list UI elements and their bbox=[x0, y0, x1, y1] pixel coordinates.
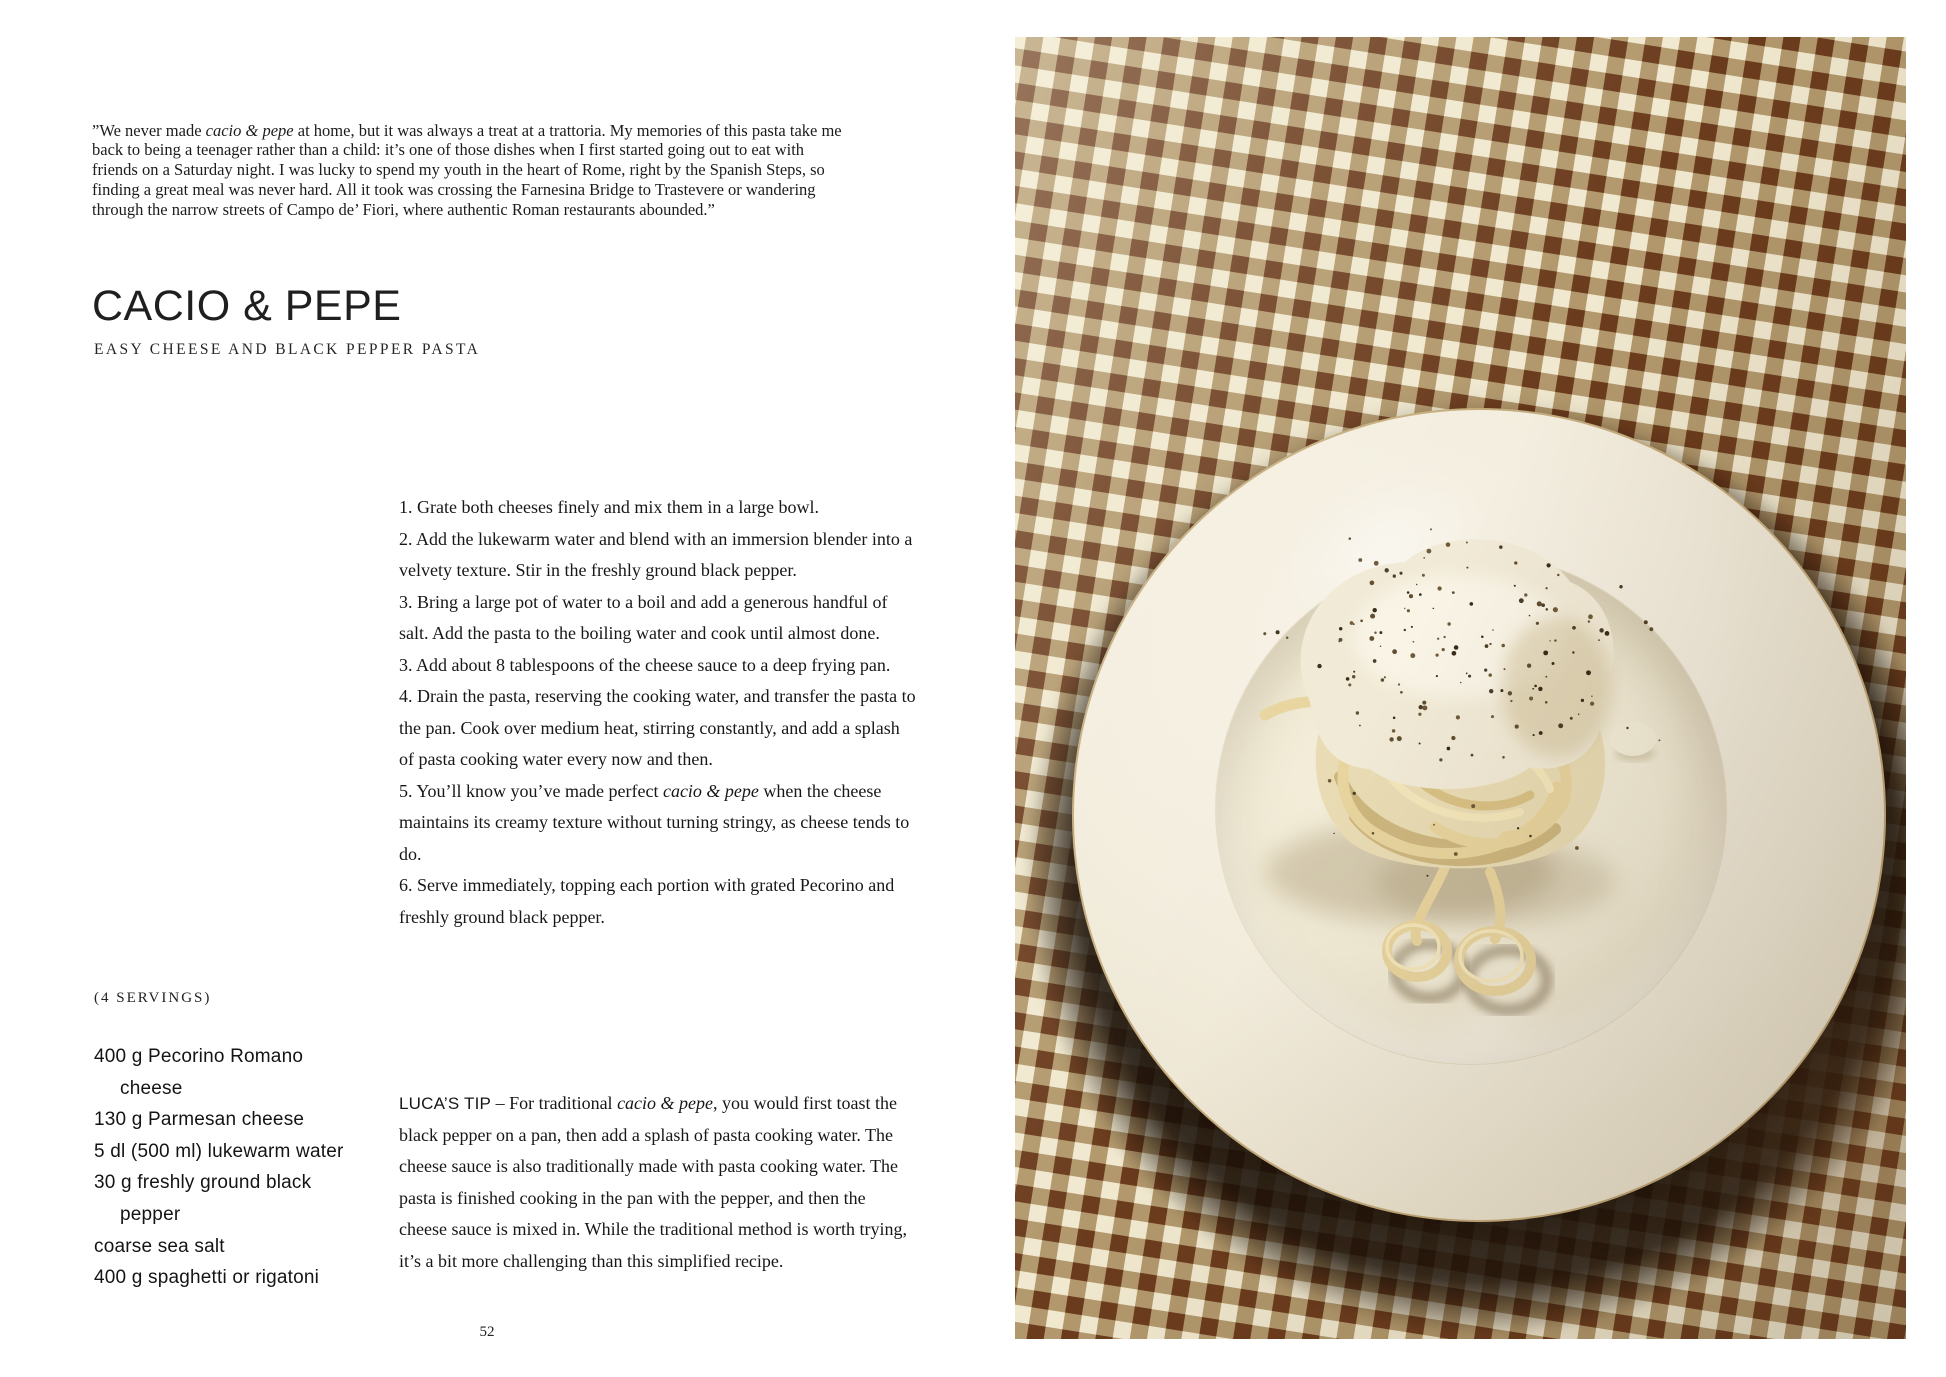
pepper-speck bbox=[1370, 580, 1375, 585]
pepper-speck bbox=[1481, 636, 1484, 639]
pepper-speck bbox=[1400, 691, 1403, 694]
pepper-speck bbox=[1419, 705, 1423, 709]
pepper-speck bbox=[1419, 743, 1421, 745]
pepper-speck bbox=[1392, 649, 1397, 654]
pepper-speck bbox=[1423, 557, 1425, 559]
ingredient-line: coarse sea salt bbox=[94, 1235, 225, 1257]
pepper-speck bbox=[1485, 644, 1489, 648]
pepper-speck bbox=[1649, 627, 1653, 631]
pepper-speck bbox=[1489, 689, 1493, 693]
instruction-step: 1. Grate both cheeses finely and mix them in a large bowl. bbox=[399, 497, 820, 517]
pepper-speck bbox=[1437, 638, 1439, 640]
pepper-speck bbox=[1545, 587, 1547, 589]
pepper-speck bbox=[1599, 628, 1603, 632]
pepper-speck bbox=[1352, 675, 1355, 678]
pepper-speck bbox=[1419, 593, 1422, 596]
pepper-speck bbox=[1451, 736, 1455, 740]
pepper-speck bbox=[1399, 572, 1402, 575]
pepper-speck bbox=[1536, 622, 1539, 625]
pepper-speck bbox=[1360, 619, 1363, 622]
instructions-list bbox=[399, 492, 916, 933]
instruction-step: 3. Add about 8 tablespoons of the cheese sauce to a deep frying pan. bbox=[399, 654, 891, 675]
pepper-speck bbox=[1529, 615, 1531, 617]
pepper-speck bbox=[1572, 651, 1574, 653]
pepper-speck bbox=[1328, 779, 1332, 783]
pepper-speck bbox=[1286, 636, 1288, 638]
tip-text-post: , you would first toast the black pepper on a pan, then add a splash of pasta cooking water. The cheese sauce is also traditionally made with pasta cooking water. The pasta is finished cooking in the pan with the pepper, and then the cheese sauce is mixed in. While the traditional method is worth trying, it’s a bit more challenging than this simplified recipe. bbox=[399, 1093, 908, 1271]
pepper-speck bbox=[1588, 620, 1590, 622]
pepper-speck bbox=[1433, 608, 1435, 610]
pepper-speck bbox=[1372, 608, 1376, 612]
pepper-speck bbox=[1557, 574, 1559, 576]
recipe-photo bbox=[1015, 37, 1906, 1339]
recipe-title: CACIO & PEPE bbox=[92, 282, 402, 330]
pepper-speck bbox=[1572, 626, 1576, 630]
pepper-speck bbox=[1427, 549, 1432, 554]
pepper-speck bbox=[1435, 653, 1438, 656]
pepper-speck bbox=[1358, 558, 1362, 562]
pepper-speck bbox=[1276, 630, 1280, 634]
ingredient-line: cheese bbox=[120, 1077, 183, 1099]
ingredient-line: 130 g Parmesan cheese bbox=[94, 1109, 305, 1131]
pepper-speck bbox=[1590, 702, 1594, 706]
tip-italic-phrase: cacio & pepe bbox=[617, 1093, 714, 1113]
pepper-speck bbox=[1385, 568, 1389, 572]
quote-text-pre: ”We never made bbox=[92, 120, 206, 140]
ingredient-line: 400 g Pecorino Romano bbox=[94, 1046, 304, 1067]
pepper-speck bbox=[1466, 567, 1468, 569]
pepper-speck bbox=[1389, 737, 1393, 741]
pepper-speck bbox=[1436, 675, 1438, 677]
pepper-speck bbox=[1552, 662, 1555, 665]
instruction-step: 3. Bring a large pot of water to a boil and add a generous handful of salt. Add the pasta to the boiling water and cook until almost done. bbox=[399, 591, 888, 643]
pepper-speck bbox=[1529, 697, 1533, 701]
ingredient-line: pepper bbox=[120, 1203, 181, 1225]
pepper-speck bbox=[1392, 729, 1396, 733]
ingredient-line: 30 g freshly ground black bbox=[94, 1172, 312, 1194]
step-text-post: when the cheese maintains its creamy texture without turning stringy, as cheese tends to do. bbox=[399, 780, 910, 864]
pepper-speck bbox=[1581, 699, 1584, 702]
pepper-speck bbox=[1539, 731, 1543, 735]
instruction-step: 4. Drain the pasta, reserving the cooking water, and transfer the pasta to the pan. Cook over medium heat, stirring constantly, and add a splash of pasta cooking water every now and then. bbox=[399, 686, 916, 769]
pepper-speck bbox=[1466, 542, 1468, 544]
pepper-speck bbox=[1619, 585, 1623, 589]
pepper-speck bbox=[1545, 676, 1547, 678]
pepper-speck bbox=[1374, 561, 1379, 566]
pepper-speck bbox=[1433, 824, 1435, 826]
pepper-speck bbox=[1393, 717, 1396, 720]
pepper-speck bbox=[1658, 739, 1660, 741]
pepper-speck bbox=[1558, 723, 1563, 728]
pepper-speck bbox=[1519, 598, 1524, 603]
instruction-step: 2. Add the lukewarm water and blend with an immersion blender into a velvety texture. Stir in the freshly ground black pepper. bbox=[399, 528, 913, 580]
quote-italic-phrase: cacio & pepe bbox=[205, 120, 294, 140]
pepper-speck bbox=[1553, 607, 1558, 612]
pepper-speck bbox=[1398, 683, 1400, 685]
pepper-speck bbox=[1317, 664, 1321, 668]
pepper-speck bbox=[1427, 875, 1429, 877]
pepper-speck bbox=[1339, 627, 1342, 630]
tip-paragraph bbox=[399, 1088, 916, 1277]
pepper-speck bbox=[1515, 725, 1519, 729]
pepper-speck bbox=[1570, 717, 1573, 720]
pepper-speck bbox=[1502, 756, 1505, 759]
pepper-speck bbox=[1541, 603, 1545, 607]
pepper-speck bbox=[1410, 653, 1415, 658]
pepper-speck bbox=[1353, 792, 1356, 795]
pepper-speck bbox=[1372, 832, 1375, 835]
pepper-speck bbox=[1575, 846, 1579, 850]
pepper-speck bbox=[1456, 715, 1460, 719]
pepper-speck bbox=[1370, 614, 1375, 619]
pepper-speck bbox=[1353, 671, 1355, 673]
pepper-speck bbox=[1489, 643, 1491, 645]
pepper-speck bbox=[1452, 651, 1457, 656]
pepper-speck bbox=[1422, 574, 1425, 577]
pepper-speck bbox=[1468, 675, 1471, 678]
pepper-speck bbox=[1379, 631, 1382, 634]
pepper-speck bbox=[1350, 621, 1354, 625]
pepper-speck bbox=[1598, 639, 1600, 641]
pepper-speck bbox=[1586, 670, 1591, 675]
pepper-speck bbox=[1626, 727, 1628, 729]
pepper-speck bbox=[1338, 640, 1340, 642]
pepper-speck bbox=[1533, 734, 1535, 736]
pepper-speck bbox=[1393, 574, 1396, 577]
pepper-speck bbox=[1543, 650, 1548, 655]
pull-quote bbox=[92, 121, 844, 220]
pepper-speck bbox=[1545, 701, 1548, 704]
pepper-speck bbox=[1349, 537, 1352, 540]
pepper-speck bbox=[1469, 602, 1473, 606]
pepper-speck bbox=[1471, 754, 1474, 757]
pepper-speck bbox=[1605, 631, 1610, 636]
pepper-speck bbox=[1534, 685, 1537, 688]
pepper-speck bbox=[1488, 673, 1491, 676]
pepper-speck bbox=[1454, 852, 1458, 856]
step-italic-phrase: cacio & pepe bbox=[662, 780, 759, 801]
pepper-speck bbox=[1499, 545, 1503, 549]
ingredient-line: 5 dl (500 ml) lukewarm water bbox=[94, 1140, 344, 1162]
pepper-speck bbox=[1384, 676, 1386, 678]
pepper-speck bbox=[1447, 622, 1450, 625]
pepper-speck bbox=[1532, 688, 1534, 690]
pepper-speck bbox=[1411, 626, 1413, 628]
quote-text-post: at home, but it was always a treat at a trattoria. My memories of this pasta take me back to being a teenager rather than a child: it’s one of those dishes when I first started going out to eat with friends on a Saturday night. I was lucky to spend my youth in the heart of Rome, right by the Spanish Steps, so finding a great meal was never hard. All it took was crossing the Farnesina Bridge to Trastevere or wandering through the narrow streets of Campo de’ Fiori, where authentic Roman restaurants abounded.” bbox=[92, 120, 842, 219]
pepper-speck bbox=[1416, 584, 1417, 585]
pepper-speck bbox=[1443, 636, 1445, 638]
servings-label: (4 SERVINGS) bbox=[94, 990, 212, 1006]
tip-text-pre: – For traditional bbox=[491, 1093, 618, 1113]
pepper-speck bbox=[1591, 696, 1592, 697]
pepper-speck bbox=[1508, 691, 1512, 695]
pepper-speck bbox=[1359, 725, 1361, 727]
pepper-speck bbox=[1346, 677, 1350, 681]
pepper-speck bbox=[1578, 713, 1579, 714]
pepper-speck bbox=[1492, 629, 1493, 630]
pepper-speck bbox=[1460, 682, 1462, 684]
pepper-speck bbox=[1537, 601, 1542, 606]
pepper-speck bbox=[1517, 827, 1519, 829]
pepper-speck bbox=[1422, 701, 1426, 705]
pepper-speck bbox=[1381, 678, 1385, 682]
pepper-speck bbox=[1644, 620, 1648, 624]
tip-label: LUCA’S TIP bbox=[399, 1094, 492, 1113]
instruction-step bbox=[399, 776, 916, 871]
pepper-speck bbox=[1514, 561, 1517, 564]
pepper-speck bbox=[1471, 804, 1475, 808]
pepper-speck bbox=[1514, 585, 1516, 587]
pepper-speck bbox=[1527, 664, 1531, 668]
instruction-step: 6. Serve immediately, topping each portion with grated Pecorino and freshly ground black pepper. bbox=[399, 875, 895, 927]
pepper-speck bbox=[1407, 609, 1410, 612]
pepper-speck bbox=[1529, 835, 1532, 838]
ingredient-line: 400 g spaghetti or rigatoni bbox=[94, 1267, 320, 1289]
pepper-speck bbox=[1348, 683, 1351, 686]
pepper-speck bbox=[1430, 528, 1432, 530]
ingredients-list bbox=[94, 1041, 394, 1294]
pepper-speck bbox=[1418, 713, 1421, 716]
pepper-speck bbox=[1549, 640, 1550, 641]
pepper-speck bbox=[1546, 608, 1549, 611]
pepper-speck bbox=[1404, 608, 1406, 610]
page-number: 52 bbox=[479, 1324, 495, 1340]
pepper-speck bbox=[1510, 700, 1512, 702]
pepper-speck bbox=[1439, 758, 1442, 761]
pepper-speck bbox=[1373, 659, 1377, 663]
pepper-speck bbox=[1437, 586, 1441, 590]
pepper-speck bbox=[1356, 711, 1359, 714]
pepper-speck bbox=[1422, 705, 1427, 710]
pepper-speck bbox=[1538, 687, 1542, 691]
step-text-pre: 5. You’ll know you’ve made perfect bbox=[399, 780, 663, 801]
pepper-speck bbox=[1466, 673, 1468, 675]
pepper-speck bbox=[1333, 833, 1334, 834]
pepper-speck bbox=[1404, 629, 1406, 631]
pepper-speck bbox=[1504, 668, 1506, 670]
pepper-speck bbox=[1554, 639, 1556, 641]
recipe-subtitle: EASY CHEESE AND BLACK PEPPER PASTA bbox=[94, 341, 481, 358]
pepper-speck bbox=[1397, 736, 1402, 741]
pepper-speck bbox=[1409, 594, 1413, 598]
pepper-speck bbox=[1546, 563, 1550, 567]
pepper-speck bbox=[1380, 646, 1382, 648]
pepper-speck bbox=[1452, 591, 1455, 594]
pepper-speck bbox=[1491, 715, 1494, 718]
pepper-speck bbox=[1588, 614, 1593, 619]
pepper-speck bbox=[1263, 632, 1266, 635]
pepper-speck bbox=[1524, 593, 1527, 596]
pepper-speck bbox=[1484, 669, 1487, 672]
pasta-nest bbox=[1205, 477, 1745, 1057]
pepper-speck bbox=[1447, 747, 1451, 751]
pepper-speck bbox=[1442, 648, 1445, 651]
pepper-speck bbox=[1446, 542, 1451, 547]
pepper-speck bbox=[1454, 645, 1459, 650]
pepper-speck bbox=[1369, 636, 1374, 641]
pepper-speck bbox=[1374, 631, 1376, 633]
pepper-speck bbox=[1500, 689, 1503, 692]
pepper-speck bbox=[1501, 644, 1505, 648]
pepper-speck bbox=[1407, 591, 1410, 594]
pepper-speck bbox=[1413, 641, 1415, 643]
